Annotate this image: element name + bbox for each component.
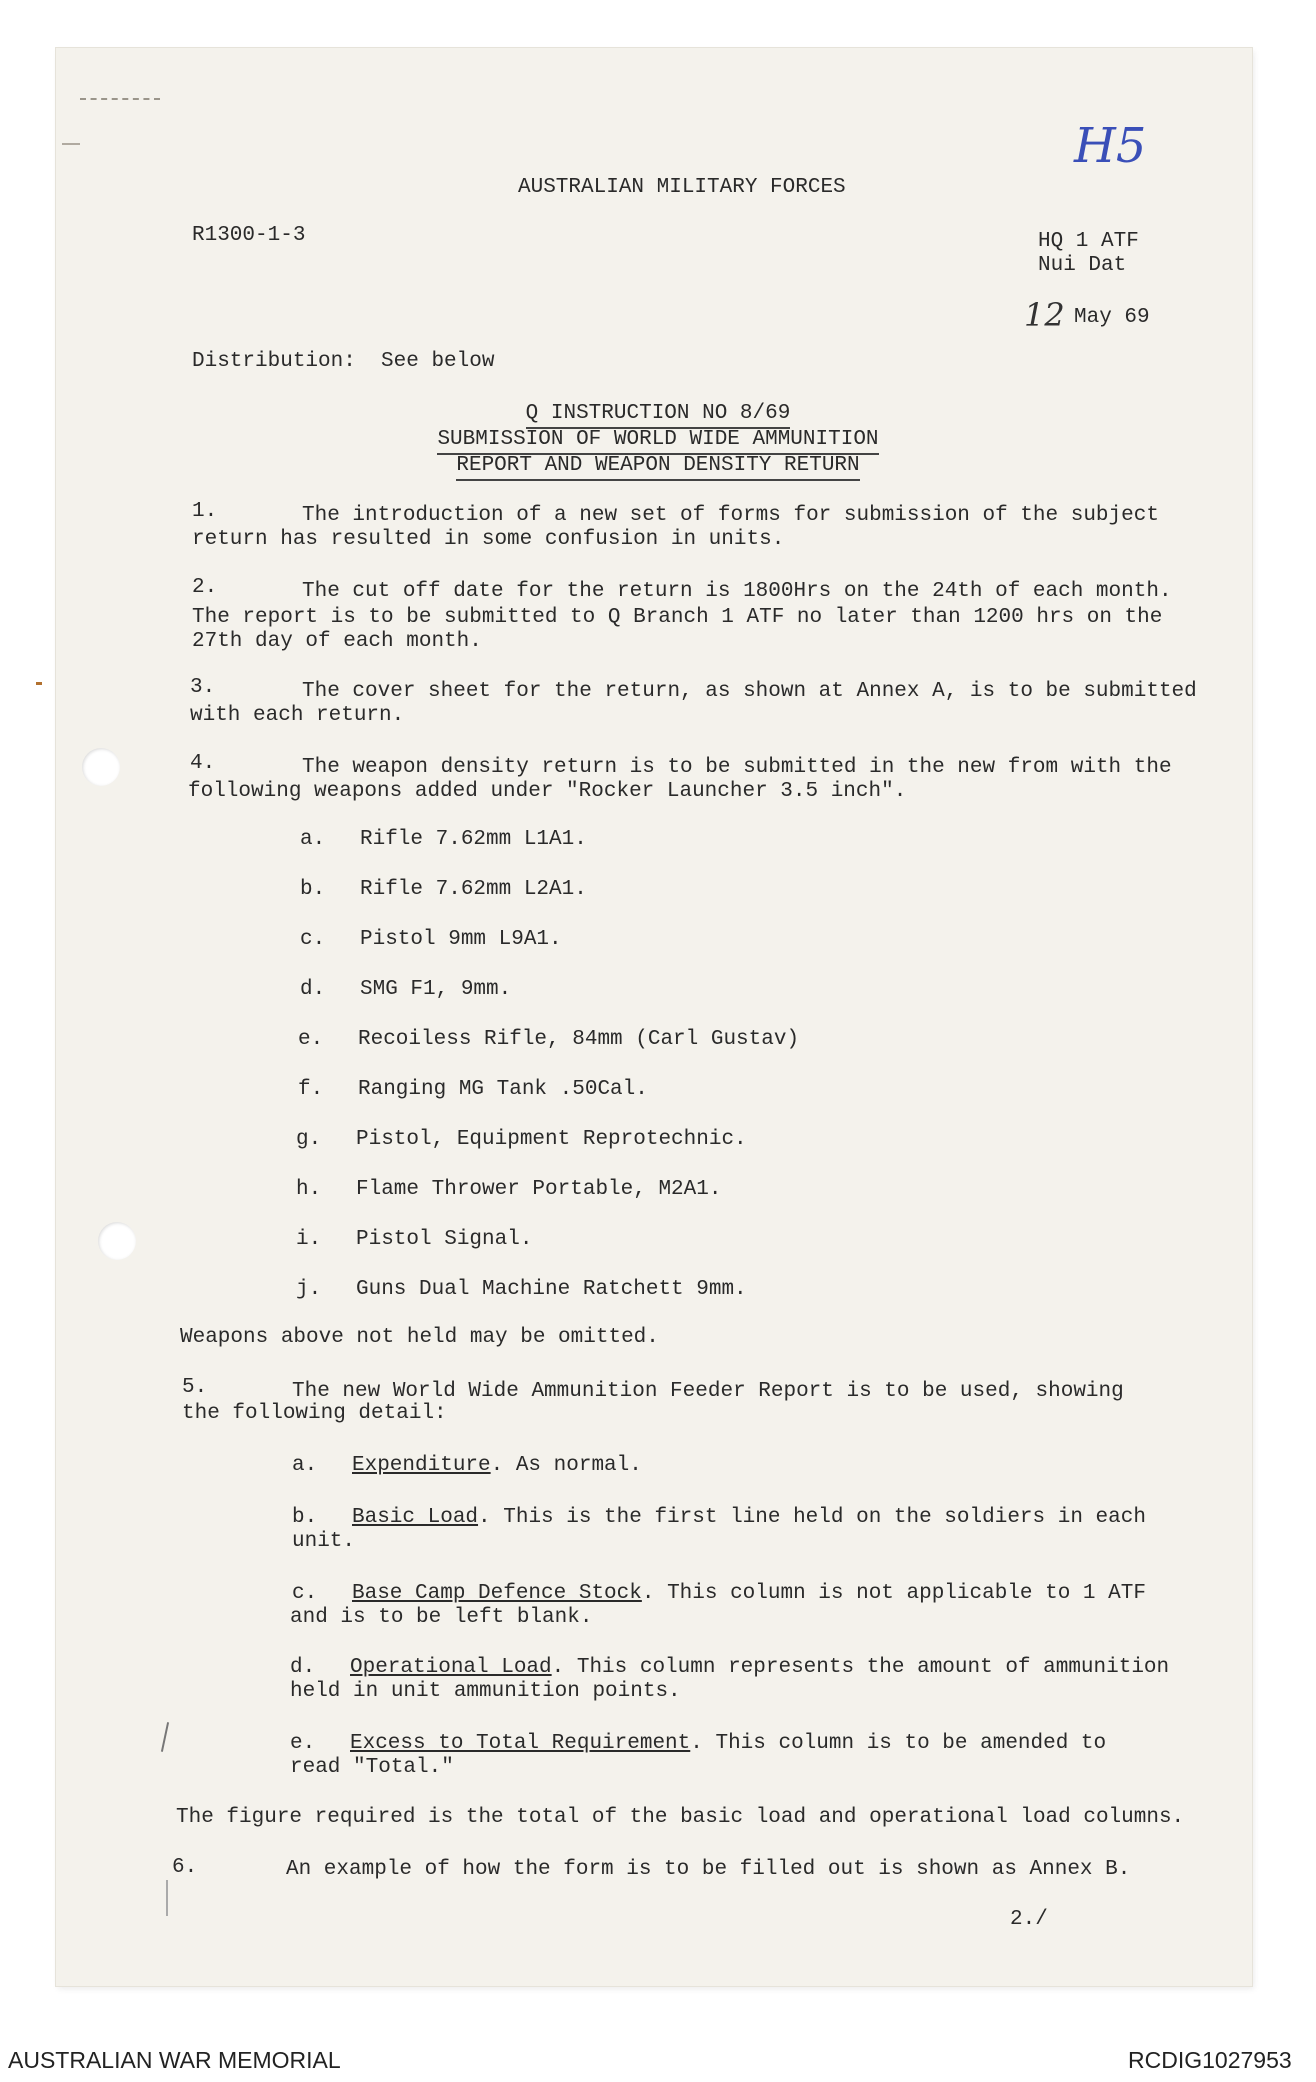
weapon-item: h. Flame Thrower Portable, M2A1. xyxy=(296,1178,722,1201)
weapon-item: b. Rifle 7.62mm L2A1. xyxy=(300,878,587,901)
weapon-item: e. Recoiless Rifle, 84mm (Carl Gustav) xyxy=(298,1028,800,1051)
footer-record-id: RCDIG1027953 xyxy=(1128,2047,1292,2073)
para-4-number: 4. xyxy=(190,752,216,775)
edge-mark xyxy=(36,682,42,685)
punch-hole xyxy=(98,1222,136,1260)
date-month-year: May 69 xyxy=(1074,306,1150,329)
unit-location: Nui Dat xyxy=(1038,254,1127,277)
detail-item-excess: e. Excess to Total Requirement. This column is to be amended to xyxy=(290,1732,1107,1755)
edge-mark xyxy=(62,143,80,145)
weapon-item: j. Guns Dual Machine Ratchett 9mm. xyxy=(296,1278,747,1301)
para-5-line: The new World Wide Ammunition Feeder Report is to be used, showing xyxy=(292,1380,1124,1403)
para-6-line: An example of how the form is to be filled out is shown as Annex B. xyxy=(286,1858,1131,1881)
para-4-line: following weapons added under "Rocker Launcher 3.5 inch". xyxy=(188,780,907,803)
header-title: AUSTRALIAN MILITARY FORCES xyxy=(518,176,846,199)
para-5-note: The figure required is the total of the basic load and operational load columns. xyxy=(176,1806,1185,1829)
subject-line-3: REPORT AND WEAPON DENSITY RETURN xyxy=(0,454,1316,481)
para-5-line: the following detail: xyxy=(182,1402,447,1425)
weapon-item: c. Pistol 9mm L9A1. xyxy=(300,928,562,951)
para-1-line: The introduction of a new set of forms for submission of the subject xyxy=(302,504,1159,527)
handwritten-day: 12 xyxy=(1024,296,1065,334)
detail-item-expenditure: a. Expenditure. As normal. xyxy=(292,1454,642,1477)
file-reference: R1300-1-3 xyxy=(192,224,306,247)
edge-mark xyxy=(80,98,160,100)
detail-item-excess-cont: read "Total." xyxy=(290,1756,454,1779)
detail-item-base-camp: c. Base Camp Defence Stock. This column is not applicable to 1 ATF xyxy=(292,1582,1146,1605)
detail-item-base-camp-cont: and is to be left blank. xyxy=(290,1606,593,1629)
punch-hole xyxy=(82,748,120,786)
weapon-item: a. Rifle 7.62mm L1A1. xyxy=(300,828,587,851)
para-3-line: with each return. xyxy=(190,704,405,727)
para-3-line: The cover sheet for the return, as shown at Annex A, is to be submitted xyxy=(302,680,1197,703)
para-2-line: 27th day of each month. xyxy=(192,630,482,653)
para-2-number: 2. xyxy=(192,576,218,599)
detail-item-basic-load-cont: unit. xyxy=(292,1530,356,1553)
para-2-line: The report is to be submitted to Q Branch 1 ATF no later than 1200 hrs on the xyxy=(192,606,1163,629)
detail-item-basic-load: b. Basic Load. This is the first line held on the soldiers in each xyxy=(292,1506,1146,1529)
margin-mark xyxy=(166,1880,168,1916)
para-6-number: 6. xyxy=(172,1856,198,1879)
weapon-item: d. SMG F1, 9mm. xyxy=(300,978,512,1001)
para-4-line: The weapon density return is to be submitted in the new from with the xyxy=(302,756,1172,779)
footer-source: AUSTRALIAN WAR MEMORIAL xyxy=(8,2047,341,2073)
detail-item-operational-load-cont: held in unit ammunition points. xyxy=(290,1680,681,1703)
para-5-number: 5. xyxy=(182,1376,208,1399)
para-2-line: The cut off date for the return is 1800Hrs on the 24th of each month. xyxy=(302,580,1172,603)
para-3-number: 3. xyxy=(190,676,216,699)
weapon-item: g. Pistol, Equipment Reprotechnic. xyxy=(296,1128,747,1151)
weapon-item: f. Ranging MG Tank .50Cal. xyxy=(298,1078,648,1101)
para-4-note: Weapons above not held may be omitted. xyxy=(180,1326,659,1349)
subject-line-1: Q INSTRUCTION NO 8/69 xyxy=(0,402,1316,429)
handwritten-folio: H5 xyxy=(1074,118,1147,174)
para-1-line: return has resulted in some confusion in units. xyxy=(192,528,785,551)
detail-item-operational-load: d. Operational Load. This column represents the amount of ammunition xyxy=(290,1656,1170,1679)
subject-line-2: SUBMISSION OF WORLD WIDE AMMUNITION xyxy=(0,428,1316,455)
distribution: Distribution: See below xyxy=(192,350,495,373)
unit-hq: HQ 1 ATF xyxy=(1038,230,1139,253)
next-page-marker: 2./ xyxy=(1010,1908,1048,1931)
weapon-item: i. Pistol Signal. xyxy=(296,1228,533,1251)
para-1-number: 1. xyxy=(192,500,218,523)
